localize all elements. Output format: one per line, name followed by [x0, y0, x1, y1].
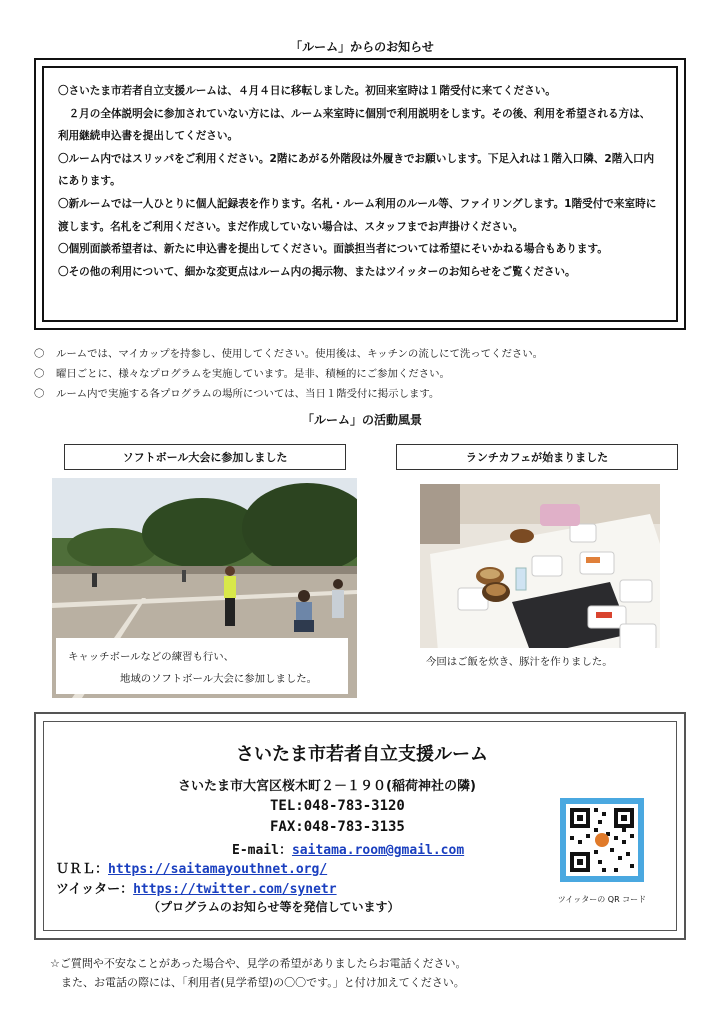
notice-title: 「ルーム」からのお知らせ: [290, 40, 434, 54]
contact-twitter-row: [56, 878, 337, 897]
footer-line2: また、お電話の際には、「利用者(見学希望)の〇〇です。」と付け加えてください。: [50, 976, 465, 989]
lunch-heading: ランチカフェが始まりました: [396, 444, 678, 470]
notice-box-inner: [42, 66, 678, 322]
contact-email-row: [232, 839, 464, 858]
email-link[interactable]: saitama.room@gmail.com: [291, 843, 465, 858]
contact-address: さいたま市大宮区桜木町２－１９０(稲荷神社の隣): [178, 779, 476, 794]
footer-line1: ☆ご質問や不安なことがあった場合や、見学の希望がありましたらお電話ください。: [50, 957, 467, 970]
twitter-link[interactable]: https://twitter.com/synetr: [133, 882, 337, 897]
footer-note: [50, 954, 467, 992]
bullet-marker: 〇: [34, 368, 45, 380]
notice-item-slippers: 〇ルーム内ではスリッパをご利用ください。2階にあがる外階段は外履きでお願いします。下足入れは１階入口隣、2階入口内にあります。: [58, 152, 655, 188]
notice-item-other: 〇その他の利用について、細かな変更点はルーム内の掲示物、またはツイッターのお知らせをご覧ください。: [58, 265, 576, 278]
notice-item-orientation: ２月の全体説明会に参加されていない方には、ルーム来室時に個別で利用説明をします。その後、利用を希望される方は、利用継続申込書を提出してください。: [58, 107, 651, 143]
softball-photo: [52, 478, 357, 698]
contact-url-row: [56, 858, 327, 877]
contact-org-name: さいたま市若者自立支援ルーム: [236, 744, 488, 765]
qr-code-image: [560, 798, 644, 882]
bullet-item: 〇 ルームでは、マイカップを持参し、使用してください。使用後は、キッチンの流しにて洗ってください。: [34, 344, 694, 364]
notice-item-relocation: 〇さいたま市若者自立支援ルームは、４月４日に移転しました。初回来室時は１階受付に来てください。: [58, 85, 556, 97]
qr-code: [560, 798, 644, 882]
notice-item-interview: 〇個別面談希望者は、新たに申込書を提出してください。面談担当者については希望にそいかねる場合もあります。: [58, 243, 608, 256]
contact-note: （プログラムのお知らせ等を発信しています）: [148, 900, 400, 914]
notice-item-record: 〇新ルームでは一人ひとりに個人記録表を作ります。名札・ルーム利用のルール等、ファイリングします。1階受付で来室時に渡します。名札をご利用ください。まだ作成していない場合は、スタッフまでお声掛けください。: [58, 197, 657, 233]
twitter-label: ツイッター：: [56, 882, 134, 897]
url-link[interactable]: https://saitamayouthnet.org/: [108, 862, 328, 877]
url-label: ＵＲＬ：: [56, 862, 109, 877]
softball-caption-line1: キャッチボールなどの練習も行い、: [68, 651, 235, 663]
lunch-caption: 今回はご飯を炊き、豚汁を作りました。: [420, 648, 660, 676]
notice-box: [34, 58, 686, 330]
qr-label: ツイッターの QR コード: [557, 895, 647, 904]
contact-fax: FAX:048-783-3135: [270, 819, 405, 835]
softball-caption: [56, 638, 348, 694]
bullet-marker: 〇: [34, 348, 45, 360]
activities-title: 「ルーム」の活動風景: [301, 413, 422, 427]
bullet-item: 〇 ルーム内で実施する各プログラムの場所については、当日１階受付に掲示します。: [34, 384, 694, 404]
softball-heading: ソフトボール大会に参加しました: [64, 444, 346, 470]
email-label: E-mail：: [232, 843, 292, 858]
bullet-item: 〇 曜日ごとに、様々なプログラムを実施しています。是非、積極的にご参加ください。: [34, 364, 694, 384]
softball-caption-line2: 地域のソフトボール大会に参加しました。: [120, 673, 318, 685]
bullet-list: [34, 344, 694, 404]
bullet-marker: 〇: [34, 388, 45, 400]
contact-tel: TEL:048-783-3120: [270, 798, 405, 814]
lunch-photo: [420, 484, 660, 676]
